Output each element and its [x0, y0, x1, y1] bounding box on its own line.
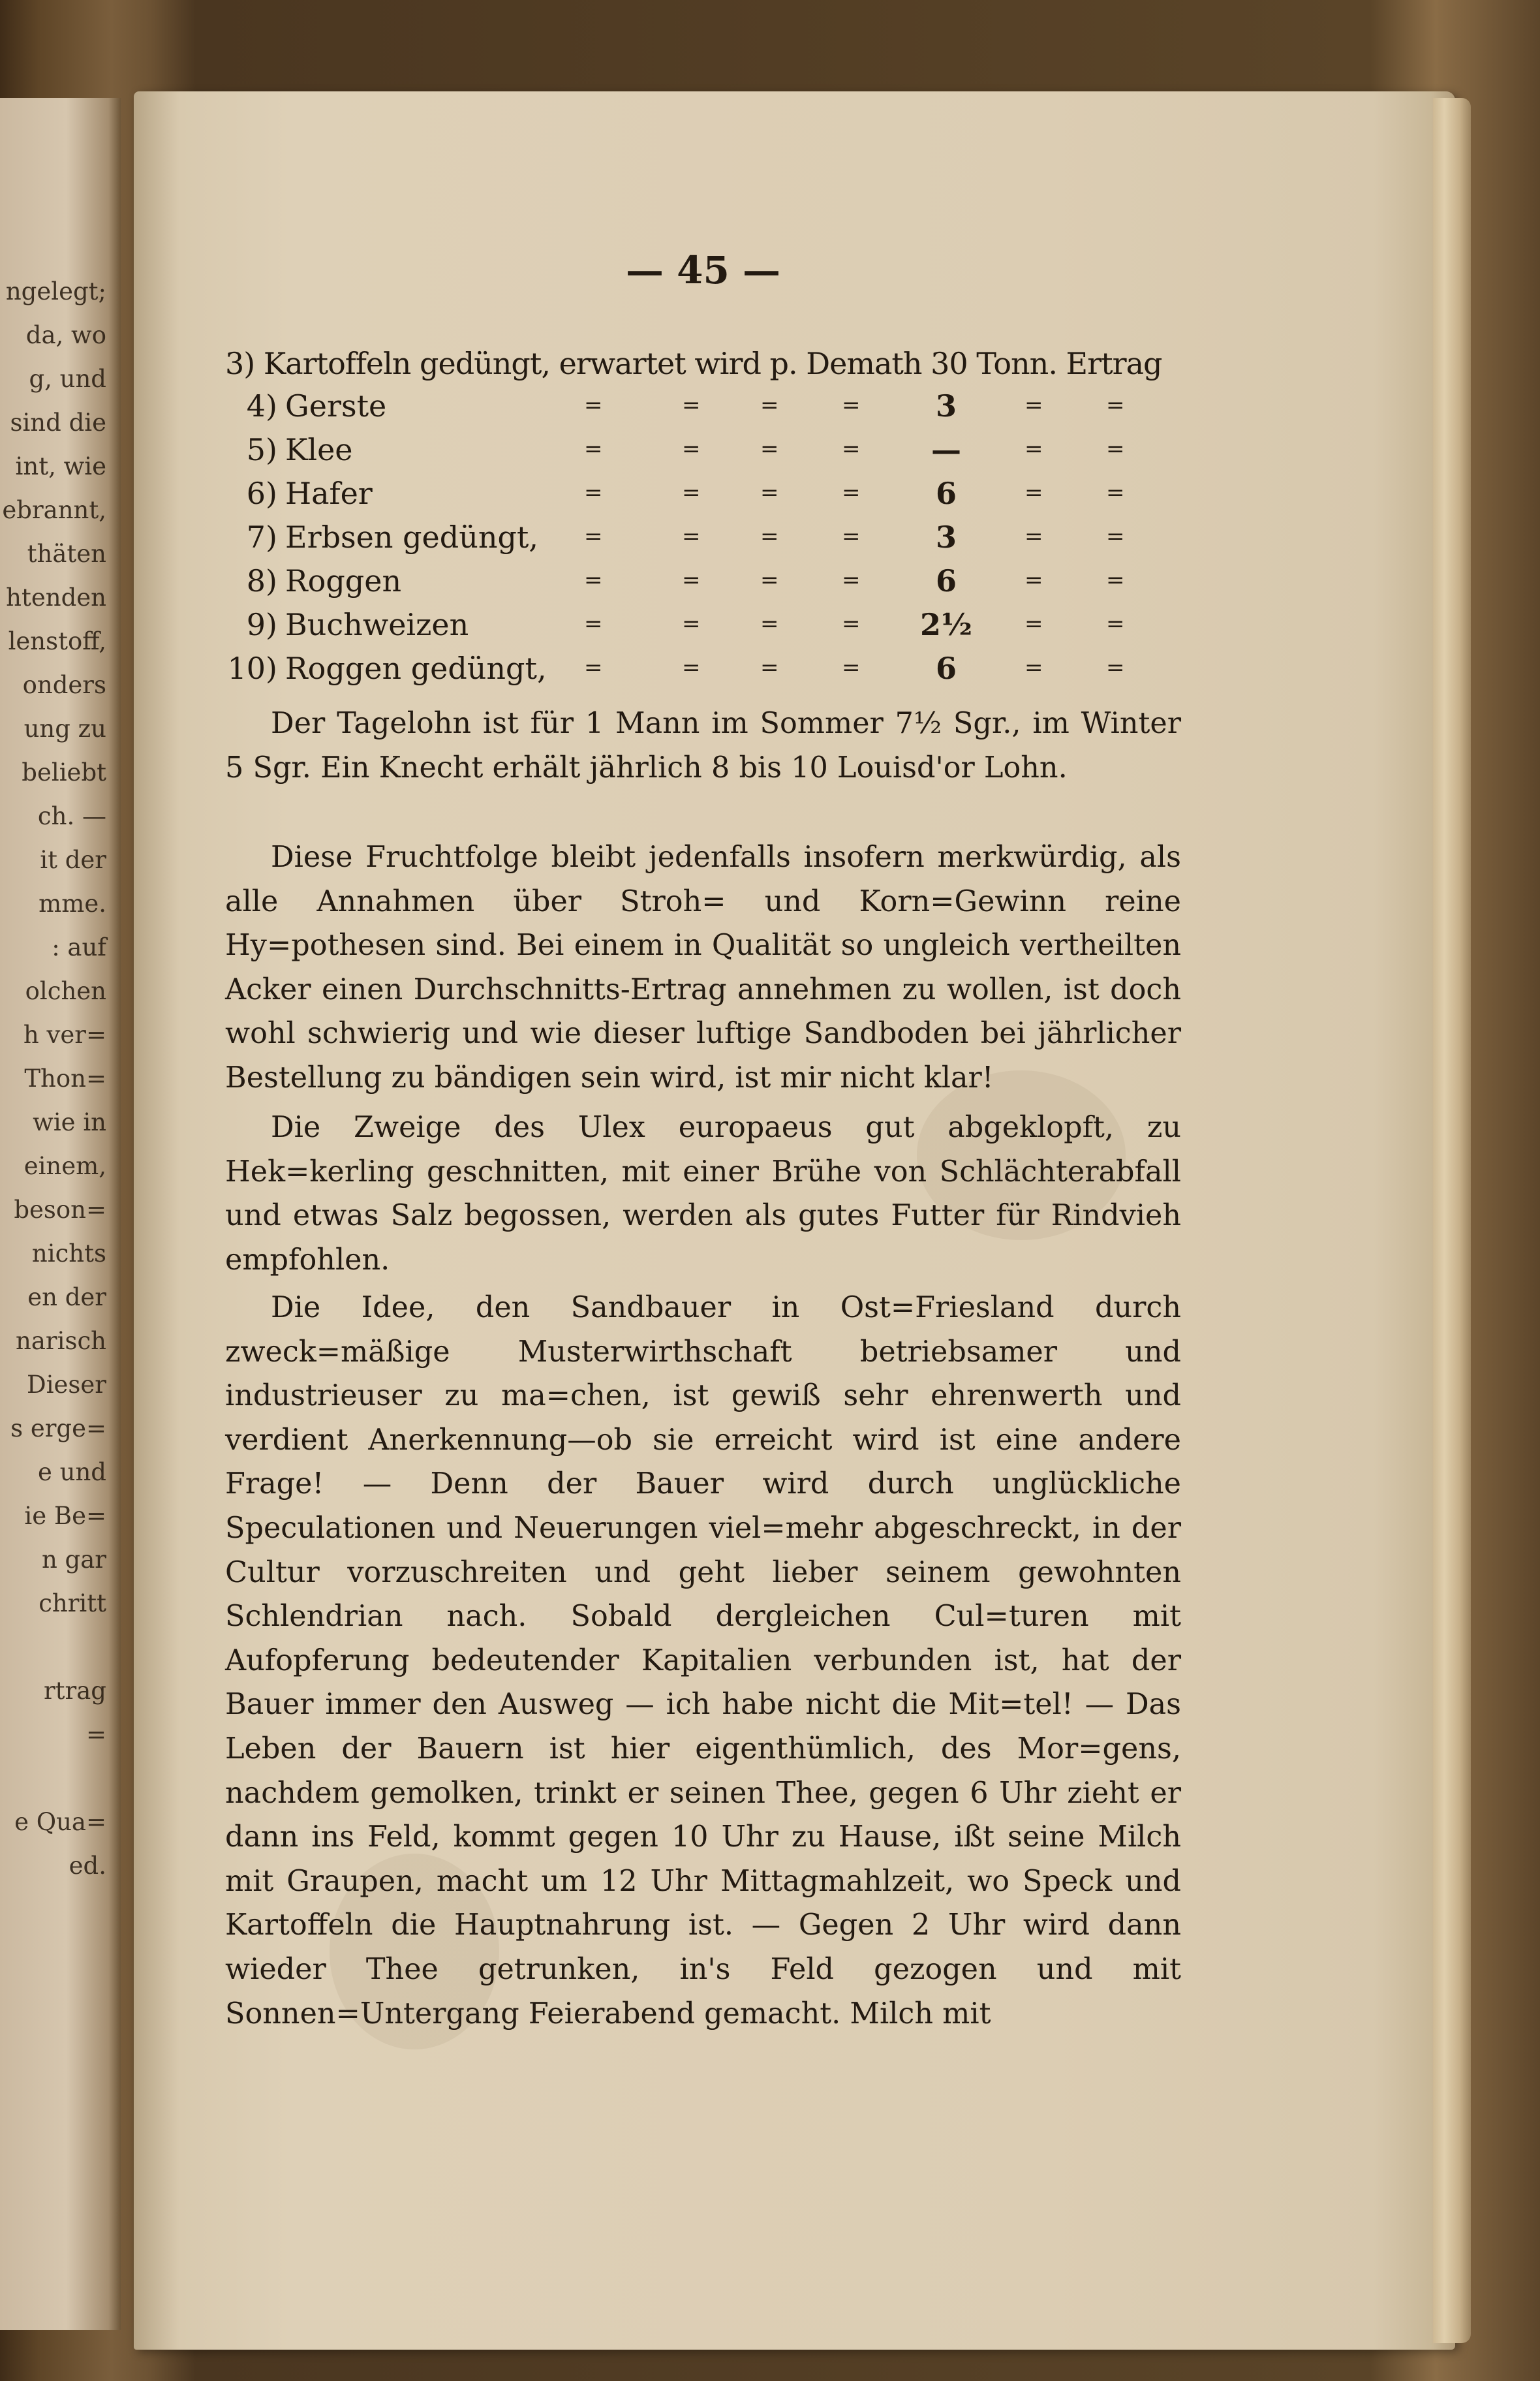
paragraph: Diese Fruchtfolge bleibt jedenfalls insofern merkwürdig, als alle Annahmen über Stroh= und Korn=Gewinn reine Hy=pothesen sind. Bei einem in Qualität so ungleich vertheilten Acker einen Durchschnitts-Ertrag annehmen zu wollen, ist doch wohl schwierig und wie dieser luftige Sandboden bei jährlicher Bestellung zu bändigen sein wird, ist mir nicht klar! — [225, 841, 1181, 1095]
ditto-mark: = — [842, 611, 861, 637]
ditto-mark: = — [682, 523, 701, 550]
paragraph: Die Idee, den Sandbauer in Ost=Friesland durch zweck=mäßige Musterwirthschaft betriebsamer und industrieuser zu ma=chen, ist gewiß sehr ehrenwerth und verdient Anerkennung—ob sie erreicht wird ist eine andere Frage! — Denn der Bauer wird durch unglückliche Speculationen und Neuerungen viel=mehr abgeschreckt, in der Cultur vorzuschreiten und geht lieber seinem gewohnten Schlendrian nach. Sobald dergleichen Cul=turen mit Aufopferung bedeutender Kapitalien verbunden ist, hat der Bauer immer den Ausweg — ich habe nicht die Mit=tel! — Das Leben der Bauern ist hier eigenthümlich, des Mor=gens, nachdem gemolken, trinkt er seinen Thee, gegen 6 Uhr zieht er dann ins Feld, kommt gegen 10 Uhr zu Hause, ißt seine Milch mit Graupen, macht um 12 Uhr Mittagmahlzeit, wo Speck und Kartoffeln die Hauptnahrung ist. — Gegen 2 Uhr wird dann wieder Thee getrunken, in's Feld gezogen und mit Sonnen=Untergang Feierabend gemacht. Milch mit — [225, 1291, 1181, 2031]
ditto-mark: = — [842, 392, 861, 418]
ditto-mark: = — [584, 480, 603, 506]
crop-table-title: 3) Kartoffeln gedüngt, erwartet wird p. Demath 30 Tonn. Ertrag — [225, 346, 1162, 381]
crop-name: Erbsen gedüngt, — [285, 520, 539, 555]
left-page-text-fragment: thäten — [27, 540, 106, 568]
crop-row-number: 6) — [246, 476, 277, 511]
left-page-text-fragment: s erge= — [10, 1414, 106, 1442]
ditto-mark: = — [584, 567, 603, 593]
crop-table-row — [225, 651, 1181, 694]
left-page-text-fragment: beliebt — [22, 758, 106, 786]
ditto-mark: = — [1024, 523, 1043, 550]
ditto-mark: = — [1106, 436, 1125, 462]
ditto-mark: = — [682, 655, 701, 681]
left-page-text-fragment: wie in — [33, 1108, 106, 1136]
crop-name: Hafer — [285, 476, 373, 511]
left-page-text-fragment: htenden — [6, 584, 106, 612]
ditto-mark: = — [842, 655, 861, 681]
left-page-text-fragment: e Qua= — [14, 1808, 106, 1836]
crop-row-number: 9) — [246, 607, 277, 642]
left-page-text-fragment: h ver= — [23, 1021, 106, 1049]
ditto-mark: = — [842, 523, 861, 550]
crop-row-number: 5) — [246, 432, 277, 467]
crop-row-number: 10) — [227, 651, 277, 686]
left-page-text-fragment: ngelegt; — [5, 277, 106, 305]
left-page-text-fragment: nichts — [31, 1239, 106, 1268]
ditto-mark: = — [760, 436, 779, 462]
crop-name: Roggen gedüngt, — [285, 651, 547, 686]
ditto-mark: = — [1106, 480, 1125, 506]
ditto-mark: = — [760, 523, 779, 550]
ditto-mark: = — [760, 392, 779, 418]
left-page-text-fragment: rtrag — [44, 1677, 106, 1705]
left-page-text-fragment: Dieser — [27, 1371, 106, 1399]
left-page-text-fragment: ung zu — [23, 715, 106, 743]
left-page-text-fragment: einem, — [23, 1152, 106, 1180]
ditto-mark: = — [842, 480, 861, 506]
ditto-mark: = — [1106, 611, 1125, 637]
left-page-text-fragment: n gar — [41, 1546, 106, 1574]
left-page-text-fragment: en der — [27, 1283, 106, 1311]
crop-table-row — [225, 432, 1181, 475]
crop-table-row — [225, 607, 1181, 650]
left-page-text-fragment: ch. — — [37, 802, 106, 830]
ditto-mark: = — [760, 655, 779, 681]
ditto-mark: = — [842, 567, 861, 593]
crop-yield: 3 — [935, 388, 957, 424]
ditto-mark: = — [584, 655, 603, 681]
ditto-mark: = — [1024, 655, 1043, 681]
crop-table-row — [225, 388, 1181, 431]
page-fore-edge — [1433, 98, 1471, 2343]
left-page-text-fragment: ie Be= — [24, 1502, 106, 1530]
crop-table-row — [225, 520, 1181, 563]
ditto-mark: = — [760, 480, 779, 506]
left-page-text-fragment: int, wie — [15, 452, 106, 480]
paragraph: Die Zweige des Ulex europaeus gut abgeklopft, zu Hek=kerling geschnitten, mit einer Brühe von Schlächterabfall und etwas Salz begossen, werden als gutes Futter für Rindvieh empfohlen. — [225, 1111, 1181, 1277]
ditto-mark: = — [842, 436, 861, 462]
crop-name: Buchweizen — [285, 607, 469, 642]
left-page-text-fragment: Thon= — [24, 1065, 106, 1093]
ditto-mark: = — [1024, 436, 1043, 462]
crop-name: Klee — [285, 432, 353, 467]
ditto-mark: = — [1024, 480, 1043, 506]
ditto-mark: = — [1024, 567, 1043, 593]
ditto-mark: = — [682, 611, 701, 637]
ditto-mark: = — [584, 392, 603, 418]
ditto-mark: = — [584, 611, 603, 637]
crop-yield: 6 — [935, 563, 957, 599]
ditto-mark: = — [760, 611, 779, 637]
ditto-mark: = — [1106, 523, 1125, 550]
ditto-mark: = — [682, 392, 701, 418]
crop-yield: 6 — [935, 651, 957, 686]
crop-row-number: 4) — [246, 388, 277, 424]
left-page-text-fragment: it der — [40, 846, 106, 874]
ditto-mark: = — [682, 567, 701, 593]
left-page-edge — [0, 98, 121, 2330]
crop-yield: 6 — [935, 476, 957, 511]
ditto-mark: = — [1106, 567, 1125, 593]
page-number: — 45 — — [625, 248, 781, 292]
ditto-mark: = — [1024, 611, 1043, 637]
ditto-mark: = — [760, 567, 779, 593]
left-page-text-fragment: beson= — [14, 1196, 106, 1224]
crop-name: Gerste — [285, 388, 387, 424]
crop-table-row — [225, 476, 1181, 519]
ditto-mark: = — [682, 436, 701, 462]
crop-yield: 2½ — [920, 607, 972, 642]
left-page-text-fragment: : auf — [52, 933, 106, 961]
ditto-mark: = — [1106, 392, 1125, 418]
crop-table-row — [225, 563, 1181, 606]
crop-row-number: 8) — [246, 563, 277, 599]
ditto-mark: = — [682, 480, 701, 506]
left-page-text-fragment: ebrannt, — [2, 496, 106, 524]
crop-yield: — — [931, 432, 961, 467]
left-page-text-fragment: lenstoff, — [8, 627, 106, 655]
left-page-text-fragment: onders — [22, 671, 106, 699]
ditto-mark: = — [584, 436, 603, 462]
left-page-text-fragment: = — [85, 1720, 106, 1749]
left-page-text-fragment: mme. — [38, 890, 106, 918]
left-page-text-fragment: olchen — [25, 977, 106, 1005]
ditto-mark: = — [584, 523, 603, 550]
left-page-text-fragment: narisch — [16, 1327, 106, 1355]
ditto-mark: = — [1024, 392, 1043, 418]
left-page-text-fragment: chritt — [38, 1589, 106, 1617]
left-page-text-fragment: sind die — [10, 409, 106, 437]
left-page-text-fragment: e und — [37, 1458, 106, 1486]
left-page-text-fragment: g, und — [29, 365, 106, 393]
left-page-text-fragment: ed. — [69, 1852, 106, 1880]
crop-row-number: 7) — [246, 520, 277, 555]
crop-yield: 3 — [935, 520, 957, 555]
paragraph: Der Tagelohn ist für 1 Mann im Sommer 7½ Sgr., im Winter 5 Sgr. Ein Knecht erhält jährlich 8 bis 10 Louisd'or Lohn. — [225, 707, 1181, 785]
crop-name: Roggen — [285, 563, 402, 599]
ditto-mark: = — [1106, 655, 1125, 681]
left-page-text-fragment: da, wo — [25, 321, 106, 349]
